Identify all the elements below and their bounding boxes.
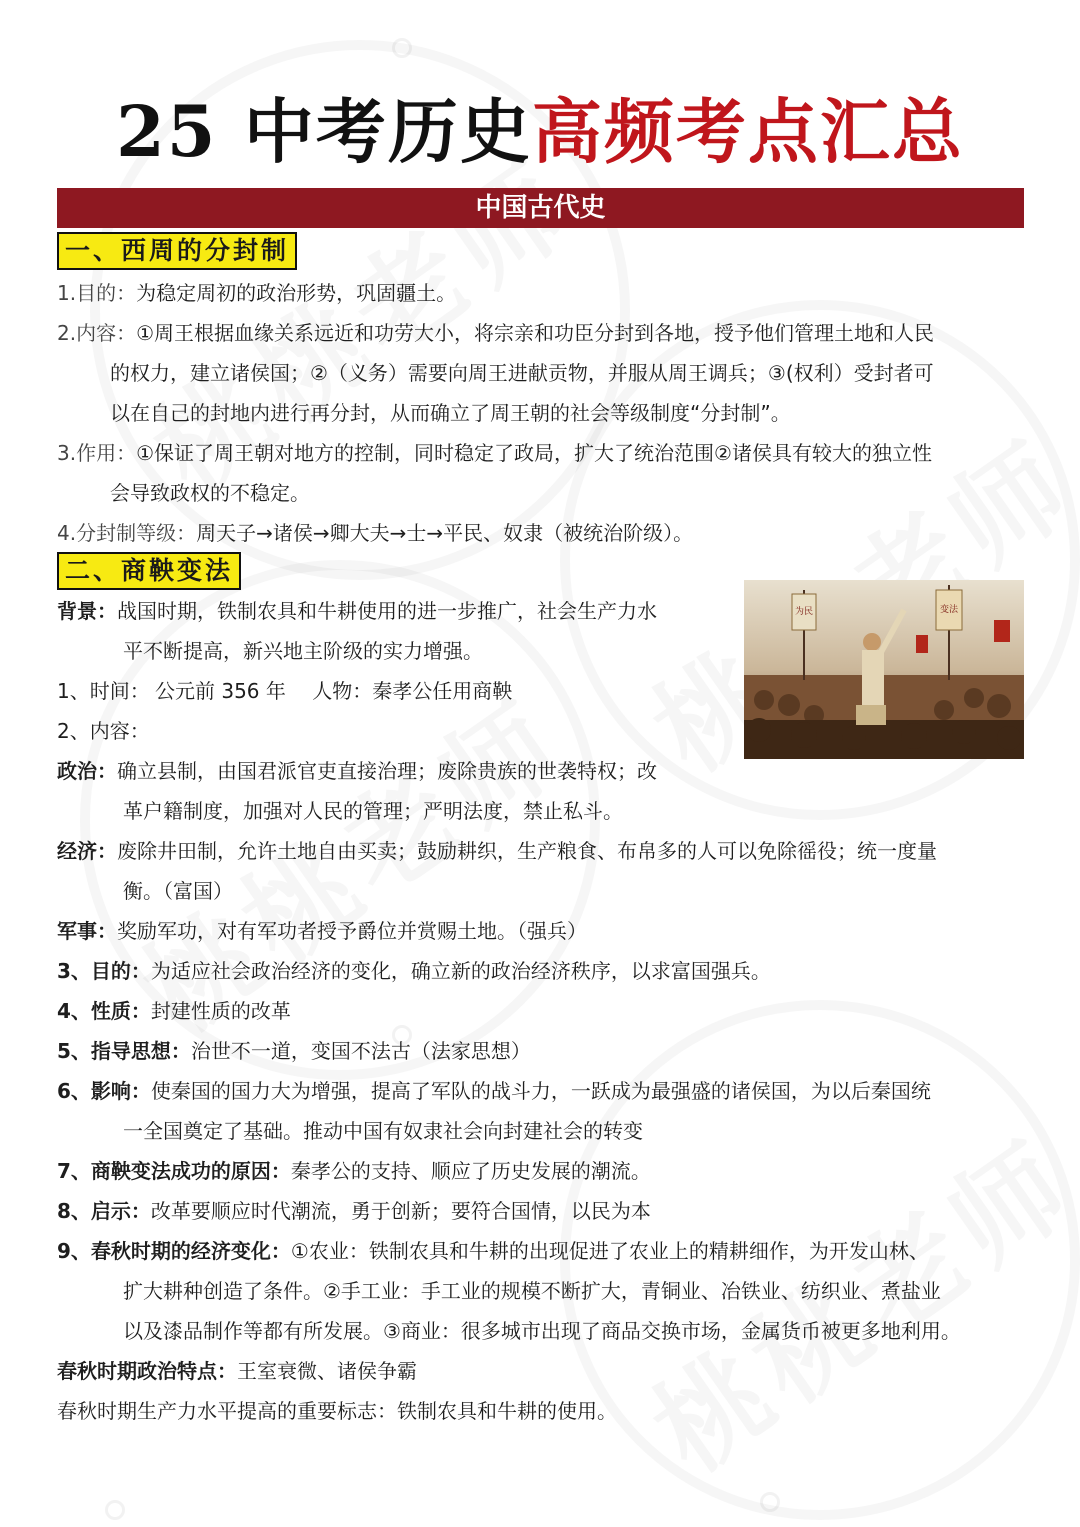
list-item: 2、内容：	[57, 719, 150, 743]
list-item-continuation: 一全国奠定了基础。推动中国有奴隶社会向封建社会的转变	[123, 1119, 643, 1143]
list-item: 2.内容：①周王根据血缘关系远近和功劳大小，将宗亲和功臣分封到各地，授予他们管理土地和人民	[57, 321, 935, 345]
list-item: 经济：废除井田制，允许土地自由买卖；鼓励耕织，生产粮食、布帛多的人可以免除徭役；统一度量	[57, 839, 937, 863]
list-item-continuation: 以在自己的封地内进行再分封，从而确立了周王朝的社会等级制度“分封制”。	[110, 401, 791, 425]
list-item-text: 公元前 356 年 人物：秦孝公任用商鞅	[155, 679, 513, 703]
list-item: 军事：奖励军功，对有军功者授予爵位并赏赐土地。（强兵）	[57, 919, 587, 943]
list-item: 7、商鞅变法成功的原因：秦孝公的支持、顺应了历史发展的潮流。	[57, 1159, 651, 1183]
list-item: 1、时间：	[57, 679, 150, 703]
section-heading-1: 一、西周的分封制	[57, 232, 297, 270]
list-item-continuation: 革户籍制度，加强对人民的管理；严明法度，禁止私斗。	[123, 799, 623, 823]
watermark-dot	[392, 38, 412, 58]
list-item: 春秋时期政治特点：王室衰微、诸侯争霸	[57, 1359, 417, 1383]
watermark-dot	[105, 1500, 125, 1520]
list-item-continuation: 会导致政权的不稳定。	[110, 481, 310, 505]
list-item: 春秋时期生产力水平提高的重要标志：铁制农具和牛耕的使用。	[57, 1399, 617, 1423]
list-item-continuation: 扩大耕种创造了条件。②手工业：手工业的规模不断扩大，青铜业、冶铁业、纺织业、煮盐业	[123, 1279, 941, 1303]
list-item: 4、性质：封建性质的改革	[57, 999, 291, 1023]
watermark-dot	[760, 1492, 780, 1512]
list-item: 政治：确立县制，由国君派官吏直接治理；废除贵族的世袭特权；改	[57, 759, 657, 783]
list-item-continuation: 以及漆品制作等都有所发展。③商业：很多城市出现了商品交换市场，金属货币被更多地利用。	[123, 1319, 961, 1343]
list-item: 6、影响：使秦国的国力大为增强，提高了军队的战斗力，一跃成为最强盛的诸侯国，为以后秦国统	[57, 1079, 931, 1103]
shang-yang-painting	[744, 580, 1024, 759]
list-item: 4.分封制等级：周天子→诸侯→卿大夫→士→平民、奴隶（被统治阶级）。	[57, 521, 694, 545]
title-part-red: 高频考点汇总	[531, 90, 964, 173]
title-part-black: 25 中考历史	[116, 90, 532, 173]
page-title	[0, 76, 1080, 177]
section-heading-2: 二、商鞅变法	[57, 552, 241, 590]
list-item-continuation: 衡。（富国）	[123, 879, 233, 903]
list-item: 1.目的：为稳定周初的政治形势，巩固疆土。	[57, 281, 457, 305]
list-item: 9、春秋时期的经济变化：①农业：铁制农具和牛耕的出现促进了农业上的精耕细作，为开发山林、	[57, 1239, 929, 1263]
painting-banner-right: 变法	[939, 605, 959, 615]
section-banner: 中国古代史	[57, 188, 1024, 228]
list-item: 3、目的：为适应社会政治经济的变化，确立新的政治经济秩序，以求富国强兵。	[57, 959, 771, 983]
background-line: 背景：战国时期，铁制农具和牛耕使用的进一步推广，社会生产力水	[57, 599, 657, 623]
list-item: 3.作用：①保证了周王朝对地方的控制，同时稳定了政局，扩大了统治范围②诸侯具有较大的独立性	[57, 441, 932, 465]
list-item: 8、启示：改革要顺应时代潮流，勇于创新；要符合国情，以民为本	[57, 1199, 651, 1223]
list-item-continuation: 的权力，建立诸侯国；②（义务）需要向周王进献贡物，并服从周王调兵；③(权利）受封者可	[110, 361, 934, 385]
list-item: 5、指导思想：治世不一道，变国不法古（法家思想）	[57, 1039, 531, 1063]
painting-banner-left: 为民	[794, 607, 814, 617]
list-item-continuation: 平不断提高，新兴地主阶级的实力增强。	[123, 639, 483, 663]
